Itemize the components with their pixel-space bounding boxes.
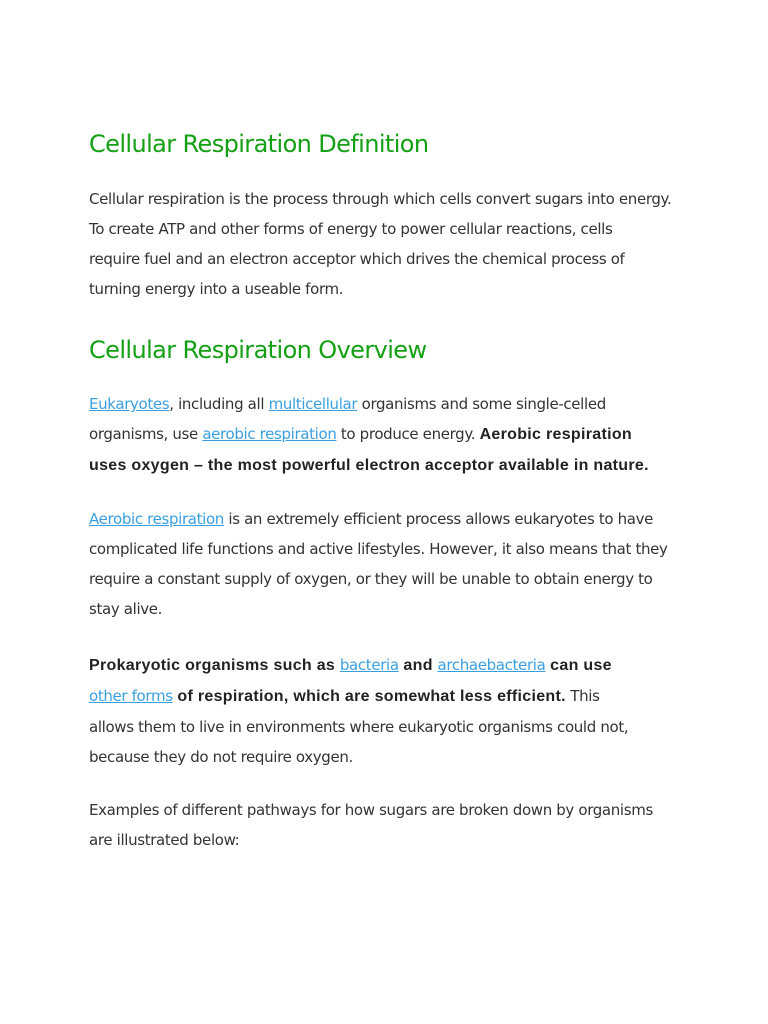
text: allows them to live in environments where eukaryotic organisms could not, xyxy=(89,718,629,736)
text: Prokaryotic organisms such as xyxy=(89,657,340,674)
text: stay alive. xyxy=(89,600,163,618)
overview-paragraph-eukaryotes xyxy=(89,389,689,481)
link-bacteria[interactable]: bacteria xyxy=(339,656,399,674)
bold-text xyxy=(89,657,612,705)
link-multicellular[interactable]: multicellular xyxy=(268,395,358,413)
text: because they do not require oxygen. xyxy=(89,748,353,766)
text: This xyxy=(565,687,600,705)
text: organisms and some single-celled xyxy=(357,395,606,413)
definition-paragraph xyxy=(89,184,689,304)
text: , including all xyxy=(169,395,269,413)
text: Examples of different pathways for how sugars are broken down by organisms xyxy=(89,801,653,819)
link-other-forms[interactable]: other forms xyxy=(89,687,173,705)
link-aerobic-respiration[interactable]: aerobic respiration xyxy=(202,425,337,443)
text: to produce energy. xyxy=(336,425,480,443)
text: organisms, use xyxy=(89,425,203,443)
overview-paragraph-prokaryotes xyxy=(89,650,689,772)
text: require a constant supply of oxygen, or they will be unable to obtain energy to xyxy=(89,570,653,588)
definition-line-4: turning energy into a useable form. xyxy=(89,280,344,298)
overview-paragraph-examples xyxy=(89,795,689,855)
heading-definition: Cellular Respiration Definition xyxy=(89,130,429,158)
text: is an extremely efficient process allows eukaryotes to have xyxy=(223,510,654,528)
text: of respiration, which are somewhat less efficient. xyxy=(172,688,566,705)
text: can use xyxy=(545,657,612,674)
overview-paragraph-aerobic xyxy=(89,504,689,624)
link-aerobic-respiration[interactable]: Aerobic respiration xyxy=(89,510,224,528)
definition-line-3: require fuel and an electron acceptor which drives the chemical process of xyxy=(89,250,625,268)
bold-text: Aerobic respiration xyxy=(479,426,632,443)
heading-overview: Cellular Respiration Overview xyxy=(89,336,427,364)
link-eukaryotes[interactable]: Eukaryotes xyxy=(89,395,170,413)
definition-line-1: Cellular respiration is the process through which cells convert sugars into energy. xyxy=(89,190,672,208)
bold-text: uses oxygen – the most powerful electron acceptor available in nature. xyxy=(89,457,649,474)
text: complicated life functions and active lifestyles. However, it also means that they xyxy=(89,540,668,558)
text: and xyxy=(398,657,438,674)
link-archaebacteria[interactable]: archaebacteria xyxy=(437,656,546,674)
definition-line-2: To create ATP and other forms of energy to power cellular reactions, cells xyxy=(89,220,613,238)
text: are illustrated below: xyxy=(89,831,240,849)
